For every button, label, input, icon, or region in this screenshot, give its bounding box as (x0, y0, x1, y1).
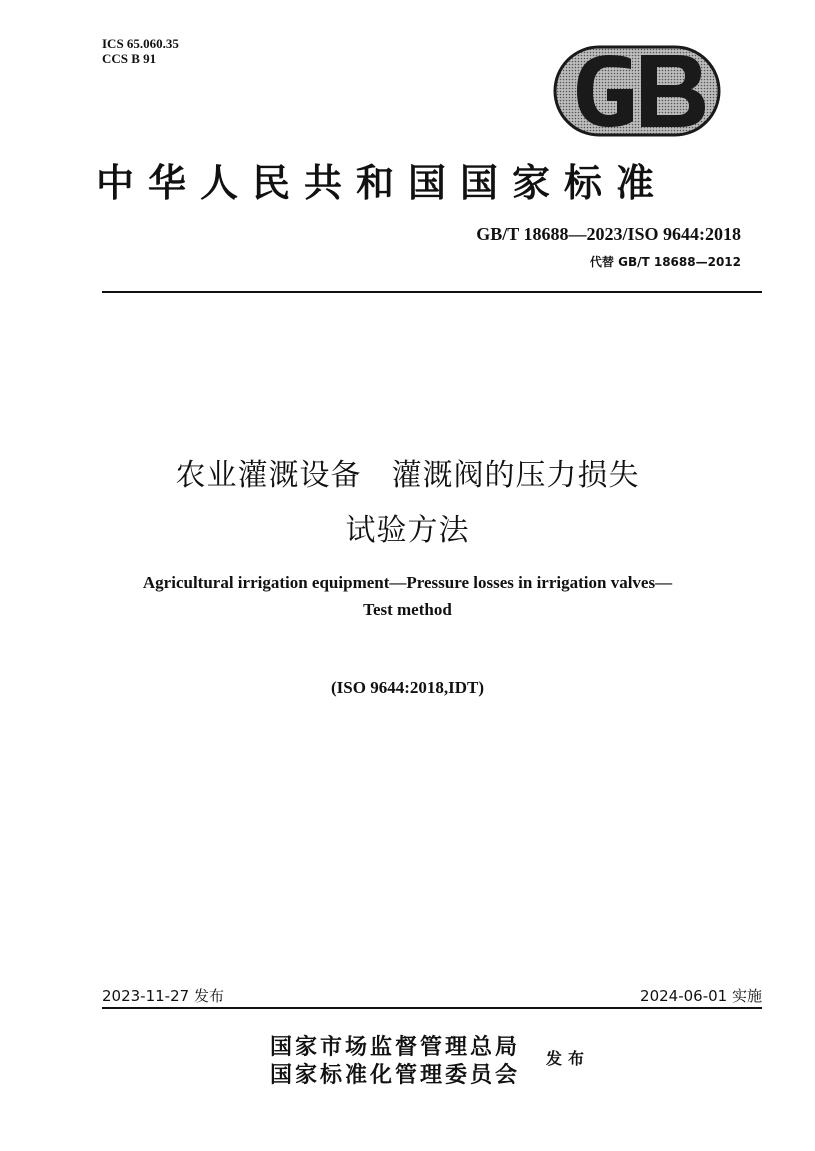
iso-equivalence: (ISO 9644:2018,IDT) (330, 678, 484, 697)
gb-logo (553, 45, 721, 137)
chinese-title-line-2: 试验方法 (345, 513, 470, 548)
ccs-code: CCS B 91 (102, 51, 157, 66)
english-title-line-2: Test method (363, 600, 452, 619)
english-title-line-1: Agricultural irrigation equipment—Pressure losses in irrigation valves— (142, 573, 673, 592)
issuer-samr: 国家市场监督管理总局 (270, 1034, 521, 1060)
standard-number: GB/T 18688—2023/ISO 9644:2018 (476, 224, 741, 244)
issue-date: 2023-11-27 发布 (102, 987, 224, 1005)
national-standard-title: 中华人民共和国国家标准 (96, 161, 669, 205)
chinese-title-part-2: 灌溉阀的压力损失 (391, 458, 640, 493)
ics-code: ICS 65.060.35 (102, 36, 179, 51)
classification-codes (102, 36, 179, 66)
publish-label: 发布 (546, 1049, 591, 1068)
issuer-sac: 国家标准化管理委员会 (270, 1062, 521, 1088)
replaces-standard: 代替 GB/T 18688—2012 (589, 255, 741, 269)
footer-divider (102, 1007, 762, 1009)
chinese-title-part-1: 农业灌溉设备 (175, 458, 362, 493)
header-divider (102, 291, 762, 293)
chinese-title-line-1 (0, 450, 815, 494)
implementation-date: 2024-06-01 实施 (640, 987, 762, 1005)
